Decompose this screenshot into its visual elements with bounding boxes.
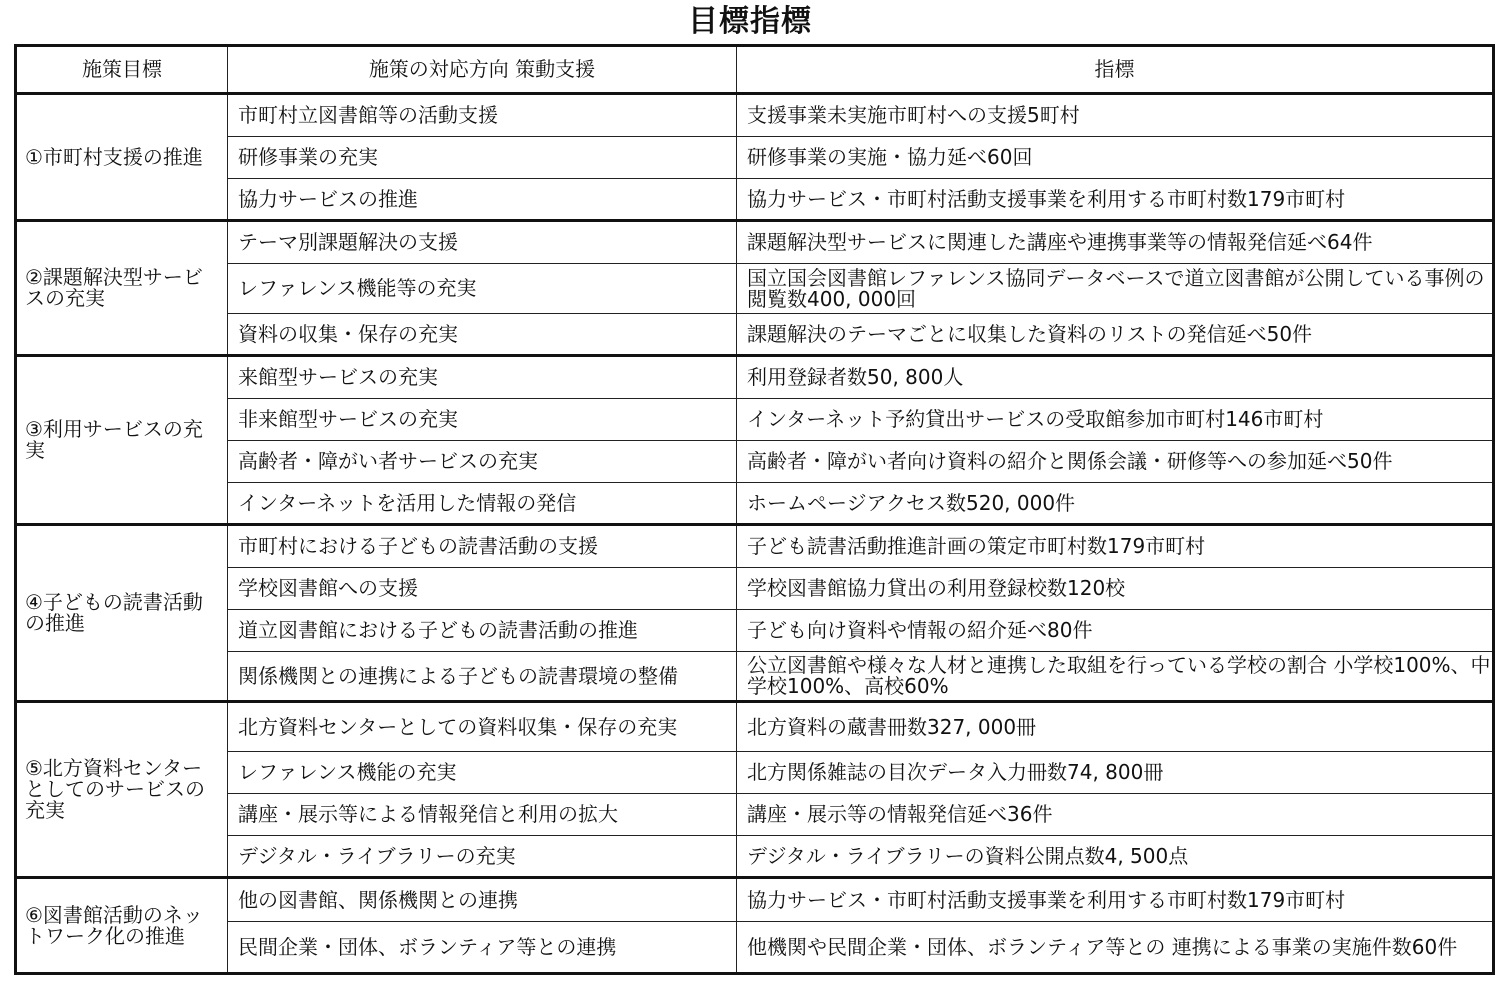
indicator-cell: 北方資料の蔵書冊数327, 000冊 [737,702,1494,752]
indicator-cell: 学校図書館協力貸出の利用登録校数120校 [737,568,1494,610]
indicator-table [14,44,1495,975]
direction-cell: 資料の収集・保存の充実 [228,314,737,356]
header-row [16,46,1494,94]
goal-cell: ②課題解決型サービスの充実 [16,221,228,356]
direction-cell: 学校図書館への支援 [228,568,737,610]
table-row [16,221,1494,264]
direction-cell: 道立図書館における子どもの読書活動の推進 [228,610,737,652]
indicator-cell: インターネット予約貸出サービスの受取館参加市町村146市町村 [737,399,1494,441]
table-row [16,525,1494,568]
indicator-cell: 国立国会図書館レファレンス協同データベースで道立図書館が公開している事例の閲覧数400, 000回 [737,264,1494,314]
table-row [16,836,1494,878]
indicator-cell: 利用登録者数50, 800人 [737,356,1494,399]
table-row [16,652,1494,702]
goal-cell: ⑤北方資料センターとしてのサービスの充実 [16,702,228,878]
table-row [16,922,1494,974]
goal-cell: ①市町村支援の推進 [16,94,228,221]
direction-cell: レファレンス機能の充実 [228,752,737,794]
indicator-cell: 北方関係雑誌の目次データ入力冊数74, 800冊 [737,752,1494,794]
indicator-cell: デジタル・ライブラリーの資料公開点数4, 500点 [737,836,1494,878]
table-row [16,314,1494,356]
header-direction: 施策の対応方向 策動支援 [228,46,737,94]
indicator-cell: 協力サービス・市町村活動支援事業を利用する市町村数179市町村 [737,878,1494,922]
indicator-cell: ホームページアクセス数520, 000件 [737,483,1494,525]
table-row [16,483,1494,525]
direction-cell: 関係機関との連携による子どもの読書環境の整備 [228,652,737,702]
direction-cell: 協力サービスの推進 [228,179,737,221]
table-row [16,610,1494,652]
indicator-cell: 協力サービス・市町村活動支援事業を利用する市町村数179市町村 [737,179,1494,221]
table-row [16,752,1494,794]
table-row [16,179,1494,221]
direction-cell: テーマ別課題解決の支援 [228,221,737,264]
direction-cell: レファレンス機能等の充実 [228,264,737,314]
direction-cell: 市町村における子どもの読書活動の支援 [228,525,737,568]
header-indicator: 指標 [737,46,1494,94]
header-goal: 施策目標 [16,46,228,94]
direction-cell: 市町村立図書館等の活動支援 [228,94,737,137]
table-row [16,94,1494,137]
direction-cell: 来館型サービスの充実 [228,356,737,399]
indicator-cell: 課題解決のテーマごとに収集した資料のリストの発信延べ50件 [737,314,1494,356]
indicator-cell: 課題解決型サービスに関連した講座や連携事業等の情報発信延べ64件 [737,221,1494,264]
table-row [16,702,1494,752]
page-title: 目標指標 [688,4,812,39]
direction-cell: 研修事業の充実 [228,137,737,179]
indicator-cell: 講座・展示等の情報発信延べ36件 [737,794,1494,836]
goal-cell: ⑥図書館活動のネットワーク化の推進 [16,878,228,974]
direction-cell: インターネットを活用した情報の発信 [228,483,737,525]
direction-cell: 民間企業・団体、ボランティア等との連携 [228,922,737,974]
indicator-cell: 子ども向け資料や情報の紹介延べ80件 [737,610,1494,652]
table-row [16,794,1494,836]
table-body [16,94,1494,974]
direction-cell: デジタル・ライブラリーの充実 [228,836,737,878]
goal-cell: ④子どもの読書活動の推進 [16,525,228,702]
table-row [16,441,1494,483]
direction-cell: 北方資料センターとしての資料収集・保存の充実 [228,702,737,752]
table-row [16,264,1494,314]
table-row [16,399,1494,441]
table-row [16,568,1494,610]
indicator-cell: 子ども読書活動推進計画の策定市町村数179市町村 [737,525,1494,568]
indicator-cell: 研修事業の実施・協力延べ60回 [737,137,1494,179]
direction-cell: 高齢者・障がい者サービスの充実 [228,441,737,483]
indicator-cell: 高齢者・障がい者向け資料の紹介と関係会議・研修等への参加延べ50件 [737,441,1494,483]
table-row [16,137,1494,179]
table-row [16,356,1494,399]
indicator-cell: 支援事業未実施市町村への支援5町村 [737,94,1494,137]
direction-cell: 講座・展示等による情報発信と利用の拡大 [228,794,737,836]
direction-cell: 他の図書館、関係機関との連携 [228,878,737,922]
indicator-cell: 公立図書館や様々な人材と連携した取組を行っている学校の割合 小学校100%、中学校100%、高校60% [737,652,1494,702]
indicator-cell: 他機関や民間企業・団体、ボランティア等との 連携による事業の実施件数60件 [737,922,1494,974]
goal-cell: ③利用サービスの充実 [16,356,228,525]
table-row [16,878,1494,922]
direction-cell: 非来館型サービスの充実 [228,399,737,441]
